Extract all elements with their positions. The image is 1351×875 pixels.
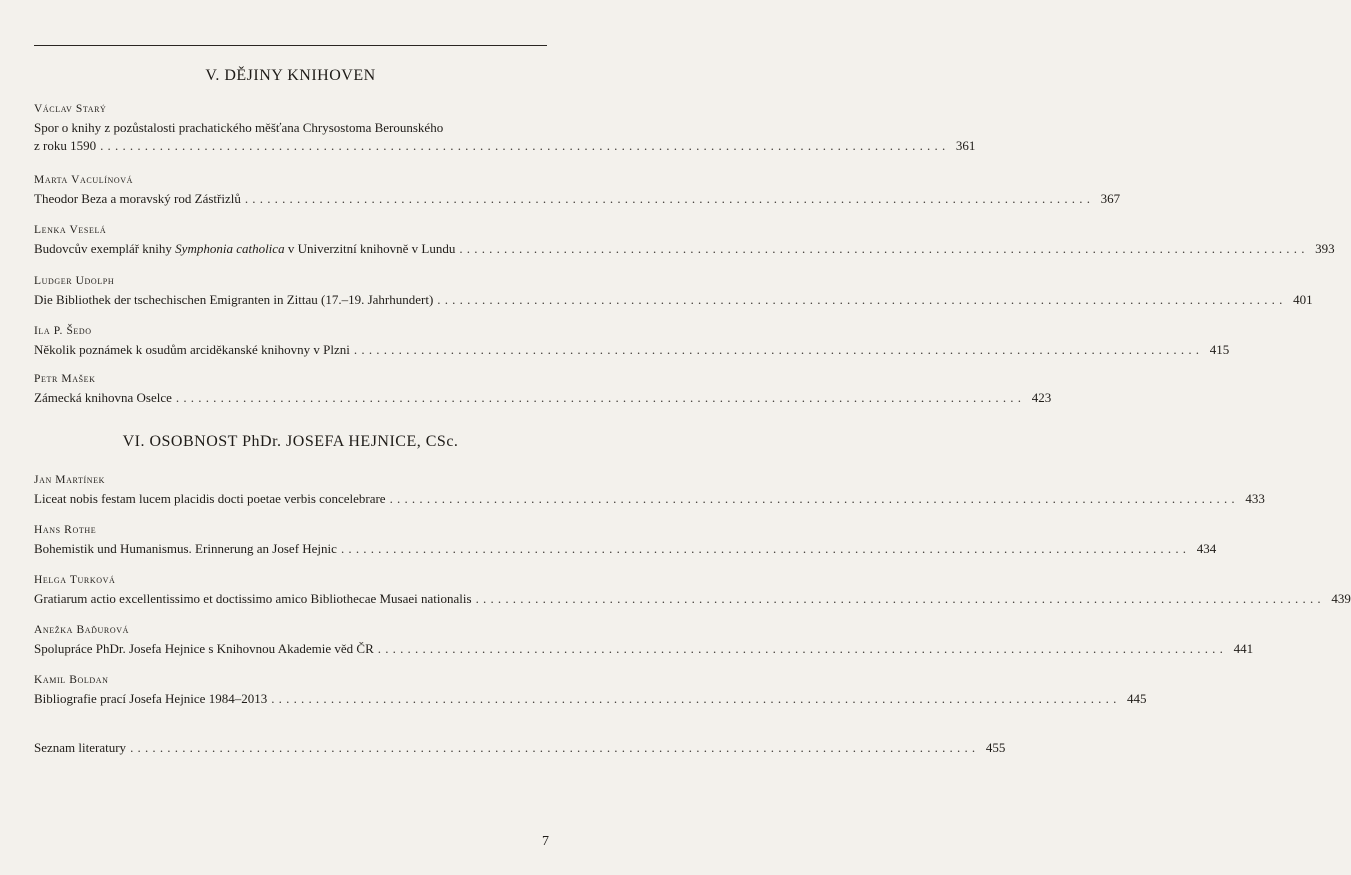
toc-entry-sedo[interactable] [34, 323, 1230, 359]
entry-page: 423 [1031, 390, 1052, 405]
dot-leader: .................................................................................................................. [130, 740, 980, 755]
entry-author: Anežka Baďurová [34, 624, 129, 636]
entry-author: Marta Vaculínová [34, 174, 134, 186]
entry-title: z roku 1590 [34, 138, 97, 153]
toc-entry-seznam-literatury[interactable] [34, 739, 1006, 757]
entry-title: Bohemistik und Humanismus. Erinnerung an Josef Hejnic [34, 541, 337, 556]
entry-page: 445 [1127, 691, 1147, 706]
toc-entry-rothe[interactable] [34, 522, 1217, 558]
entry-page: 361 [955, 138, 976, 153]
entry-author: Petr Mašek [34, 373, 96, 385]
entry-title: Gratiarum actio excellentissimo et doctissimo amico Bibliothecae Musaei nationalis [34, 591, 472, 606]
top-rule [34, 45, 547, 46]
entry-title: Několik poznámek k osudům arciděkanské knihovny v Plzni [34, 342, 350, 357]
toc-entry-vaculinova[interactable] [34, 172, 1121, 208]
dot-leader: .................................................................................................................. [437, 292, 1287, 307]
entry-author: Hans Rothe [34, 524, 97, 536]
entry-title: Liceat nobis festam lucem placidis docti poetae verbis concelebrare [34, 491, 386, 506]
dot-leader: .................................................................................................................. [100, 138, 950, 153]
entry-page: 415 [1209, 342, 1230, 357]
toc-entry-badurova[interactable] [34, 622, 1254, 658]
entry-page: 401 [1293, 292, 1313, 307]
entry-title: Zámecká knihovna Oselce [34, 390, 172, 405]
page-number: 7 [542, 834, 549, 849]
toc-entry-masek[interactable] [34, 371, 1052, 407]
dot-leader: .................................................................................................................. [340, 541, 1191, 556]
dot-leader: .................................................................................................................. [353, 342, 1204, 357]
toc-entry-udolph[interactable] [34, 273, 1313, 309]
entry-title: Bibliografie prací Josefa Hejnice 1984–2013 [34, 691, 268, 706]
entry-title: Theodor Beza a moravský rod Zástřizlů [34, 191, 241, 206]
entry-title-line1: Spor o knihy z pozůstalosti prachatického měšťana Chrysostoma Berounského [34, 120, 444, 135]
entry-page: 455 [985, 740, 1006, 755]
entry-title: Die Bibliothek der tschechischen Emigranten in Zittau (17.–19. Jahrhundert) [34, 292, 434, 307]
toc-entry-stary[interactable] [34, 101, 976, 155]
entry-page: 441 [1233, 641, 1254, 656]
entry-author: Ludger Udolph [34, 275, 115, 287]
entry-page: 434 [1196, 541, 1217, 556]
entry-author: Jan Martínek [34, 474, 105, 486]
toc-entry-turkova[interactable] [34, 572, 1351, 608]
entry-author: Ila P. Šedo [34, 325, 92, 337]
toc-entry-vesela[interactable] [34, 222, 1335, 258]
dot-leader: .................................................................................................................. [271, 691, 1121, 706]
entry-author: Lenka Veselá [34, 224, 107, 236]
toc-entry-boldan[interactable] [34, 672, 1147, 708]
book-title-italic: Symphonia catholica [175, 241, 285, 256]
entry-page: 393 [1315, 241, 1335, 256]
entry-page: 367 [1100, 191, 1121, 206]
dot-leader: .................................................................................................................. [475, 591, 1325, 606]
entry-author: Kamil Boldan [34, 674, 109, 686]
entry-page: 433 [1245, 491, 1265, 506]
toc-entry-martinek[interactable] [34, 472, 1265, 508]
entry-title: Seznam literatury [34, 740, 127, 755]
dot-leader: .................................................................................................................. [244, 191, 1095, 206]
dot-leader: .................................................................................................................. [377, 641, 1228, 656]
entry-title: Spolupráce PhDr. Josefa Hejnice s Knihovnou Akademie věd ČR [34, 641, 374, 656]
dot-leader: .................................................................................................................. [175, 390, 1026, 405]
entry-page: 439 [1331, 591, 1351, 606]
entry-author: Václav Starý [34, 103, 107, 115]
section-title-v: V. DĚJINY KNIHOVEN [205, 67, 376, 84]
dot-leader: .................................................................................................................. [459, 241, 1309, 256]
dot-leader: .................................................................................................................. [389, 491, 1239, 506]
entry-author: Helga Turková [34, 574, 116, 586]
entry-title: Budovcův exemplář knihy Symphonia catholica v Univerzitní knihovně v Lundu [34, 241, 456, 256]
section-title-vi: VI. OSOBNOST PhDr. JOSEFA HEJNICE, CSc. [122, 433, 459, 450]
